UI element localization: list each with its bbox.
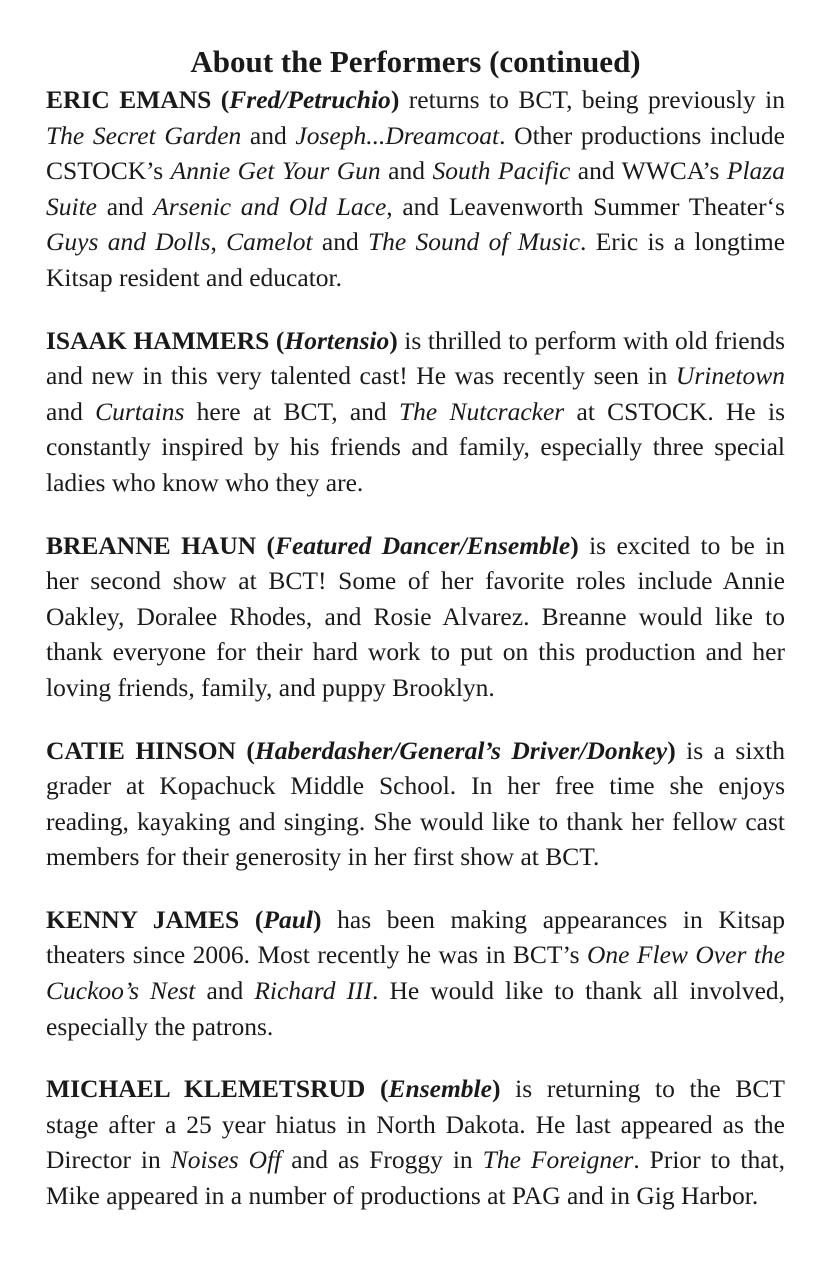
- performer-name: ISAAK HAMMERS: [46, 325, 270, 355]
- bio-text: here at BCT, and: [184, 396, 399, 426]
- performer-name: KENNY JAMES: [46, 904, 240, 934]
- performer-bio: CATIE HINSON (Haberdasher/General’s Driver/Donkey) is a sixth grader at Kopachuck Middle School. In her free time she enjoys reading, kayaking and singing. She would like to thank her fellow cast members for their generosity in her first show at BCT.: [46, 735, 786, 872]
- bio-text: is excited to be in her second show at BCT! Some of her favorite roles include Annie Oakley, Doralee Rhodes, and Rosie Alvarez. Breanne would like to thank everyone for their hard work to put on this production and her loving friends, family, and puppy Brooklyn.: [46, 530, 785, 702]
- bio-text: . Other productions include CSTOCK’s: [46, 120, 785, 186]
- performer-role: Hortensio: [284, 325, 390, 355]
- performer-bios: [46, 82, 785, 1214]
- production-title: One Flew Over the Cuckoo’s Nest: [46, 940, 785, 1006]
- bio-text: returns to BCT, being previously in: [399, 85, 785, 114]
- production-title: Guys and Dolls: [46, 227, 211, 257]
- bio-text: and: [380, 156, 433, 186]
- performer-bio: ERIC EMANS (Fred/Petruchio) returns to BCT, being previously in The Secret Garden and Joseph...Dreamcoat. Other productions include CSTOCK’s Annie Get Your Gun and South Pacific and WWCA’s Plaza Suite and Arsenic and Old Lace, and Leavenworth Summer Theater‘s Guys and Dolls, Camelot and The Sound of Music. Eric is a longtime Kitsap resident and educator.: [46, 85, 786, 292]
- production-title: Richard III: [254, 976, 373, 1006]
- performer-bio: MICHAEL KLEMETSRUD (Ensemble) is returning to the BCT stage after a 25 year hiatus in North Dakota. He last appeared as the Director in Noises Off and as Froggy in The Foreigner. Prior to that, Mike appeared in a number of productions at PAG and in Gig Harbor.: [46, 1074, 786, 1211]
- bio-text: is thrilled to perform with old friends and new in this very talented cast! He was recently seen in: [46, 325, 785, 391]
- performer-role: Haberdasher/General’s Driver/Donkey: [254, 735, 668, 765]
- production-title: The Secret Garden: [46, 120, 242, 150]
- bio-text: is returning to the BCT stage after a 25 year hiatus in North Dakota. He last appeared as the Director in: [46, 1074, 785, 1175]
- performer-role: Paul: [263, 904, 313, 934]
- production-title: Annie Get Your Gun: [170, 156, 381, 186]
- production-title: The Nutcracker: [398, 396, 565, 426]
- production-title: Plaza Suite: [46, 156, 785, 221]
- bio-text: is a sixth grader at Kopachuck Middle School. In her free time she enjoys reading, kayaking and singing. She would like to thank her fellow cast members for their generosity in her first show at BCT.: [46, 735, 786, 872]
- bio-text: , and Leavenworth Summer Theater‘s: [386, 191, 785, 221]
- bio-text: ,: [210, 227, 227, 257]
- production-title: Joseph...Dreamcoat: [295, 120, 500, 150]
- bio-text: . Eric is a longtime Kitsap resident and educator.: [46, 227, 786, 292]
- bio-text: and WWCA’s: [570, 156, 727, 186]
- bio-text: and: [241, 120, 296, 150]
- bio-text: . Prior to that, Mike appeared in a number of productions at PAG and in Gig Harbor.: [46, 1145, 786, 1211]
- production-title: Arsenic and Old Lace: [153, 191, 387, 221]
- performer-role: Featured Dancer/Ensemble: [275, 530, 571, 560]
- bio-text: and: [97, 191, 154, 221]
- production-title: The Foreigner: [482, 1145, 634, 1175]
- production-title: Camelot: [226, 227, 313, 257]
- performer-role: Ensemble: [388, 1074, 492, 1104]
- performer-role: Fred/Petruchio: [229, 85, 391, 114]
- production-title: Curtains: [95, 396, 185, 426]
- bio-text: . He would like to thank all involved, especially the patrons.: [46, 976, 786, 1041]
- performer-name: CATIE HINSON: [46, 735, 236, 765]
- bio-text: and: [312, 227, 368, 257]
- performer-bio: KENNY JAMES (Paul) has been making appearances in Kitsap theaters since 2006. Most recently he was in BCT’s One Flew Over the Cuckoo’s Nest and Richard III. He would like to thank all involved, especially the patrons.: [46, 904, 786, 1041]
- bio-text: and: [46, 396, 96, 426]
- performer-name: BREANNE HAUN: [46, 530, 257, 560]
- production-title: South Pacific: [432, 156, 571, 186]
- production-title: Noises Off: [170, 1145, 282, 1175]
- bio-text: and: [195, 976, 255, 1006]
- performer-name: ERIC EMANS: [46, 85, 212, 114]
- bio-text: at CSTOCK. He is constantly inspired by his friends and family, especially three special ladies who know who they are.: [46, 396, 785, 497]
- page-title: About the Performers (continued): [190, 44, 641, 79]
- performer-bio: BREANNE HAUN (Featured Dancer/Ensemble) is excited to be in her second show at BCT! Some of her favorite roles include Annie Oakley, Doralee Rhodes, and Rosie Alvarez. Breanne would like to thank everyone for their hard work to put on this production and her loving friends, family, and puppy Brooklyn.: [46, 530, 785, 702]
- bio-text: has been making appearances in Kitsap theaters since 2006. Most recently he was in BCT’s: [46, 904, 785, 970]
- production-title: Urinetown: [675, 361, 785, 391]
- bio-text: and as Froggy in: [281, 1145, 483, 1175]
- performer-name: MICHAEL KLEMETSRUD: [46, 1074, 366, 1104]
- production-title: The Sound of Music: [368, 227, 581, 257]
- performer-bio: ISAAK HAMMERS (Hortensio) is thrilled to perform with old friends and new in this very talented cast! He was recently seen in Urinetown and Curtains here at BCT, and The Nutcracker at CSTOCK. He is constantly inspired by his friends and family, especially three special ladies who know who they are.: [46, 325, 785, 497]
